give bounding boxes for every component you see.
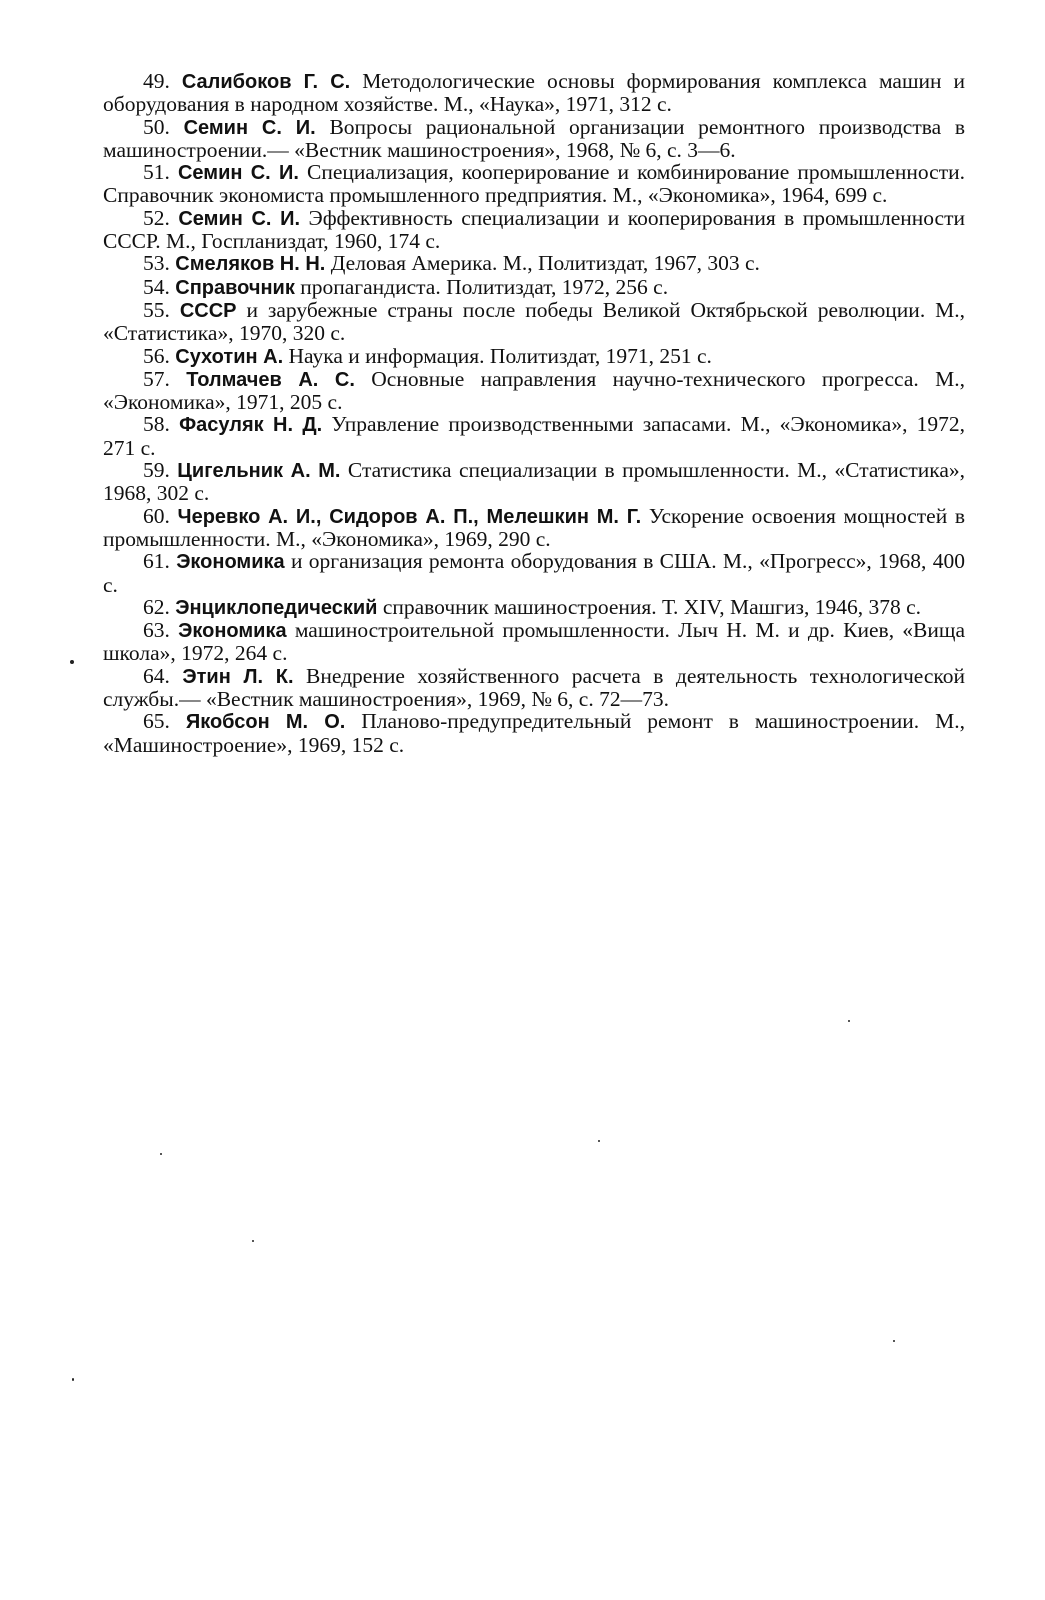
entry-author: Якобсон М. О. <box>185 711 346 734</box>
entry-author: Семин С. И. <box>183 116 316 139</box>
scan-speck <box>848 1020 850 1022</box>
entry-number: 60. <box>143 503 170 528</box>
entry-number: 58. <box>143 412 170 437</box>
entry-text: справочник машиностроения. Т. XIV, Машгиз, 1946, 378 с. <box>377 594 922 619</box>
bib-entry-51 <box>103 161 965 207</box>
entry-text: Вопросы рациональной организации ремонтного производства в машиностроении.— «Вестник машиностроения», 1968, № 6, с. 3—6. <box>103 114 965 162</box>
entry-text: и организация ремонта оборудования в США. М., «Прогресс», 1968, 400 с. <box>103 549 966 597</box>
entry-number: 57. <box>143 366 170 391</box>
bib-entry-50 <box>103 116 965 162</box>
entry-author: Семин С. И. <box>178 207 301 230</box>
entry-number: 55. <box>143 297 170 322</box>
entry-text: Планово-предупредительный ремонт в машиностроении. М., «Машиностроение», 1969, 152 с. <box>103 709 966 757</box>
entry-text: машиностроительной промышленности. Лыч Н. М. и др. Киев, «Вища школа», 1972, 264 с. <box>103 618 966 666</box>
entry-author: Экономика <box>176 551 285 574</box>
entry-text: Ускорение освоения мощностей в промышленности. М., «Экономика», 1969, 290 с. <box>103 503 966 551</box>
entry-number: 59. <box>143 458 170 483</box>
entry-text: Специализация, кооперирование и комбинирование промышленности. Справочник экономиста промышленного предприятия. М., «Экономика», 1964, 699 с. <box>103 160 965 208</box>
entry-text: Основные направления научно-технического прогресса. М., «Экономика», 1971, 205 с. <box>103 366 965 415</box>
entry-text: Управление производственными запасами. М., «Экономика», 1972, 271 с. <box>103 412 966 460</box>
scan-speck <box>160 1153 162 1155</box>
entry-text: и зарубежные страны после победы Великой Октябрьской революции. М., «Статистика», 1970, 320 с. <box>103 297 965 346</box>
entry-author: Цигельник А. М. <box>177 460 341 483</box>
entry-author: Сухотин А. <box>175 345 284 368</box>
bib-entry-64 <box>103 665 965 711</box>
entry-number: 50. <box>143 114 170 139</box>
entry-number: 53. <box>143 251 170 276</box>
bib-entry-57 <box>103 368 965 414</box>
entry-author: Энциклопедический <box>175 596 378 619</box>
entry-text: Наука и информация. Политиздат, 1971, 251 с. <box>283 343 712 368</box>
entry-author: Фасуляк Н. Д. <box>179 414 323 437</box>
bib-entry-54 <box>103 276 965 299</box>
entry-author: Этин Л. К. <box>182 665 294 688</box>
entry-author: Смеляков Н. Н. <box>175 253 326 276</box>
entry-number: 65. <box>143 709 170 734</box>
scan-speck <box>70 660 74 664</box>
entry-text: Деловая Америка. М., Политиздат, 1967, 303 с. <box>325 251 760 276</box>
scan-speck <box>598 1140 600 1142</box>
scan-speck <box>72 1378 74 1381</box>
bib-entry-60 <box>103 505 965 551</box>
entry-author: Семин С. И. <box>177 162 299 185</box>
bib-entry-56 <box>103 345 965 368</box>
bib-entry-55 <box>103 299 965 345</box>
entry-number: 63. <box>143 618 170 643</box>
entry-author: Толмачев А. С. <box>186 368 355 391</box>
entry-number: 51. <box>143 160 170 185</box>
entry-number: 64. <box>143 663 170 688</box>
entry-text: Методологические основы формирования комплекса машин и оборудования в народном хозяйстве. М., «Наука», 1971, 312 с. <box>103 69 966 117</box>
scan-speck <box>893 1340 895 1342</box>
entry-number: 56. <box>143 343 170 368</box>
bib-entry-58 <box>103 413 965 459</box>
entry-number: 49. <box>143 69 170 93</box>
bib-entry-59 <box>103 459 965 505</box>
entry-author: Черевко А. И., Сидоров А. П., Мелешкин М. Г. <box>177 505 642 528</box>
entry-number: 62. <box>143 594 170 619</box>
entry-author: СССР <box>179 299 237 322</box>
scan-speck <box>252 1240 254 1242</box>
bib-entry-61 <box>103 550 965 596</box>
entry-author: Салибоков Г. С. <box>181 71 351 93</box>
entry-number: 61. <box>143 549 170 574</box>
bib-entry-49 <box>103 70 965 116</box>
entry-text: Внедрение хозяйственного расчета в деятельность технологической службы.— «Вестник машиностроения», 1969, № 6, с. 72—73. <box>103 663 966 712</box>
entry-author: Справочник <box>175 276 295 299</box>
entry-number: 54. <box>143 274 170 299</box>
bib-entry-63 <box>103 619 965 665</box>
bibliography-list <box>103 70 965 756</box>
entry-text: пропагандиста. Политиздат, 1972, 256 с. <box>294 274 669 299</box>
entry-number: 52. <box>143 205 170 230</box>
bib-entry-52 <box>103 207 965 253</box>
bib-entry-53 <box>103 252 965 275</box>
bib-entry-62 <box>103 596 965 619</box>
entry-author: Экономика <box>178 620 287 643</box>
bib-entry-65 <box>103 710 965 756</box>
entry-text: Статистика специализации в промышленности. М., «Статистика», 1968, 302 с. <box>103 458 966 506</box>
entry-text: Эффективность специализации и кооперирования в промышленности СССР. М., Госпланиздат, 1960, 174 с. <box>103 205 965 254</box>
